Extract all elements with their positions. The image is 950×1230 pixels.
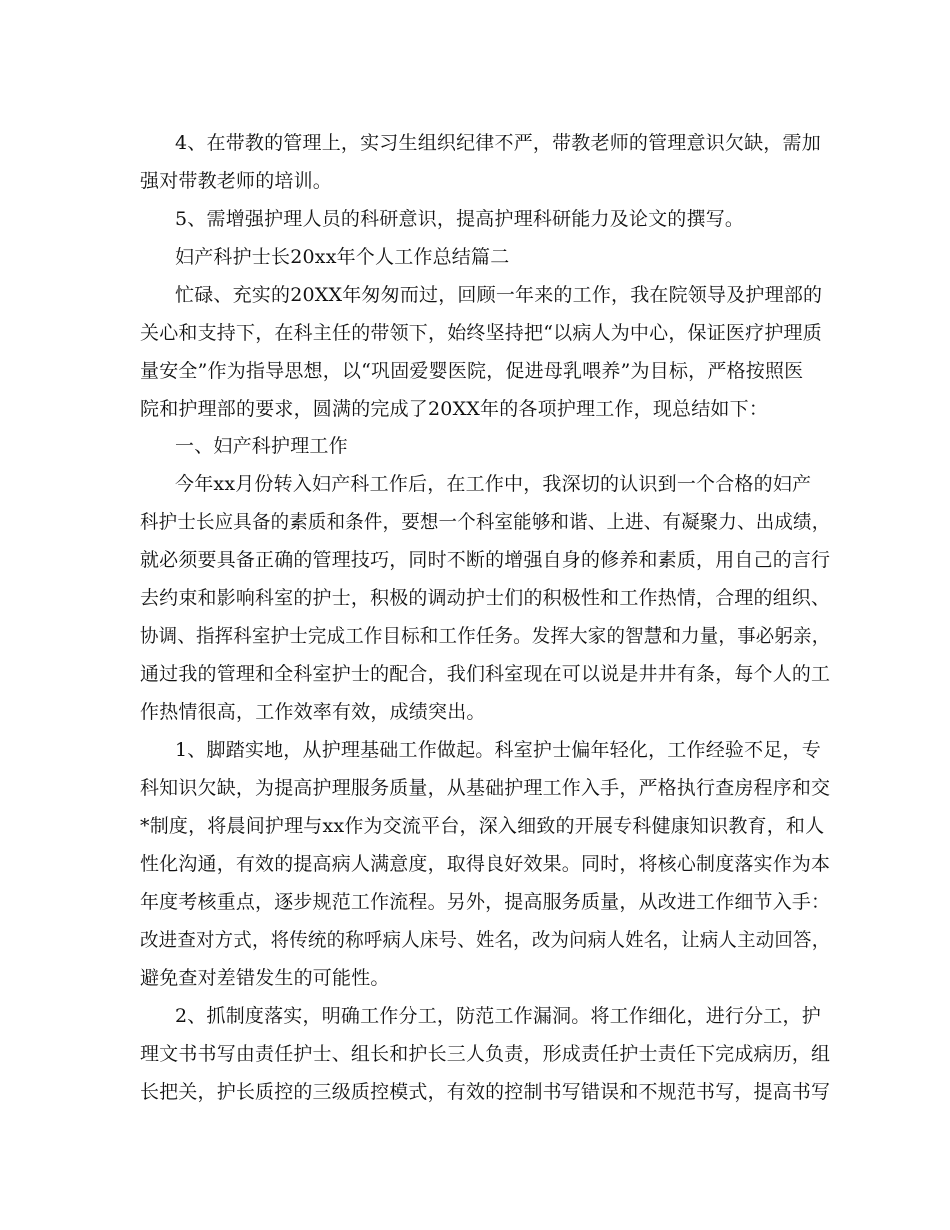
text-line: 忙碌、充实的20XX年匆匆而过，回顾一年来的工作，我在院领导及护理部的 bbox=[175, 284, 823, 306]
text-line: 性化沟通，有效的提高病人满意度，取得良好效果。同时，将核心制度落实作为本 bbox=[140, 853, 831, 875]
section-heading: 妇产科护士长20xx年个人工作总结篇二 bbox=[175, 246, 510, 268]
text-line: 2、抓制度落实，明确工作分工，防范工作漏洞。将工作细化，进行分工，护 bbox=[175, 1005, 821, 1027]
text-line: 4、在带教的管理上，实习生组织纪律不严，带教老师的管理意识欠缺，需加 bbox=[175, 132, 821, 154]
text-line: 强对带教老师的培训。 bbox=[140, 170, 333, 192]
text-line: 院和护理部的要求，圆满的完成了20XX年的各项护理工作，现总结如下： bbox=[140, 398, 769, 420]
text-line: 通过我的管理和全科室护士的配合，我们科室现在可以说是井井有条，每个人的工 bbox=[140, 663, 831, 685]
text-line: 关心和支持下，在科主任的带领下，始终坚持把“以病人为中心，保证医疗护理质 bbox=[140, 322, 822, 344]
text-line: 量安全”作为指导思想，以“巩固爱婴医院，促进母乳喂养”为目标，严格按照医 bbox=[140, 360, 804, 382]
text-line: 作热情很高，工作效率有效，成绩突出。 bbox=[140, 701, 486, 723]
text-line: 理文书书写由责任护士、组长和护长三人负责，形成责任护士责任下完成病历，组 bbox=[140, 1043, 831, 1065]
text-line: 避免查对差错发生的可能性。 bbox=[140, 967, 390, 989]
subsection-heading: 一、妇产科护理工作 bbox=[175, 435, 348, 457]
text-line: 去约束和影响科室的护士，积极的调动护士们的积极性和工作热情，合理的组织、 bbox=[140, 587, 831, 609]
text-line: 改进查对方式，将传统的称呼病人床号、姓名，改为问病人姓名，让病人主动回答， bbox=[140, 929, 831, 951]
text-line: 就必须要具备正确的管理技巧，同时不断的增强自身的修养和素质，用自己的言行 bbox=[140, 549, 831, 571]
text-line: 5、需增强护理人员的科研意识，提高护理科研能力及论文的撰写。 bbox=[175, 208, 745, 230]
text-line: 科护士长应具备的素质和条件，要想一个科室能够和谐、上进、有凝聚力、出成绩， bbox=[140, 511, 831, 533]
text-line: 长把关，护长质控的三级质控模式，有效的控制书写错误和不规范书写，提高书写 bbox=[140, 1081, 831, 1103]
text-line: 1、脚踏实地，从护理基础工作做起。科室护士偏年轻化，工作经验不足，专 bbox=[175, 739, 821, 761]
text-line: 协调、指挥科室护士完成工作目标和工作任务。发挥大家的智慧和力量，事必躬亲， bbox=[140, 625, 831, 647]
text-line: *制度，将晨间护理与xx作为交流平台，深入细致的开展专科健康知识教育，和人 bbox=[140, 815, 825, 837]
text-line: 今年xx月份转入妇产科工作后，在工作中，我深切的认识到一个合格的妇产 bbox=[175, 473, 812, 495]
text-line: 年度考核重点，逐步规范工作流程。另外，提高服务质量，从改进工作细节入手： bbox=[140, 891, 831, 913]
text-line: 科知识欠缺，为提高护理服务质量，从基础护理工作入手，严格执行查房程序和交 bbox=[140, 777, 831, 799]
